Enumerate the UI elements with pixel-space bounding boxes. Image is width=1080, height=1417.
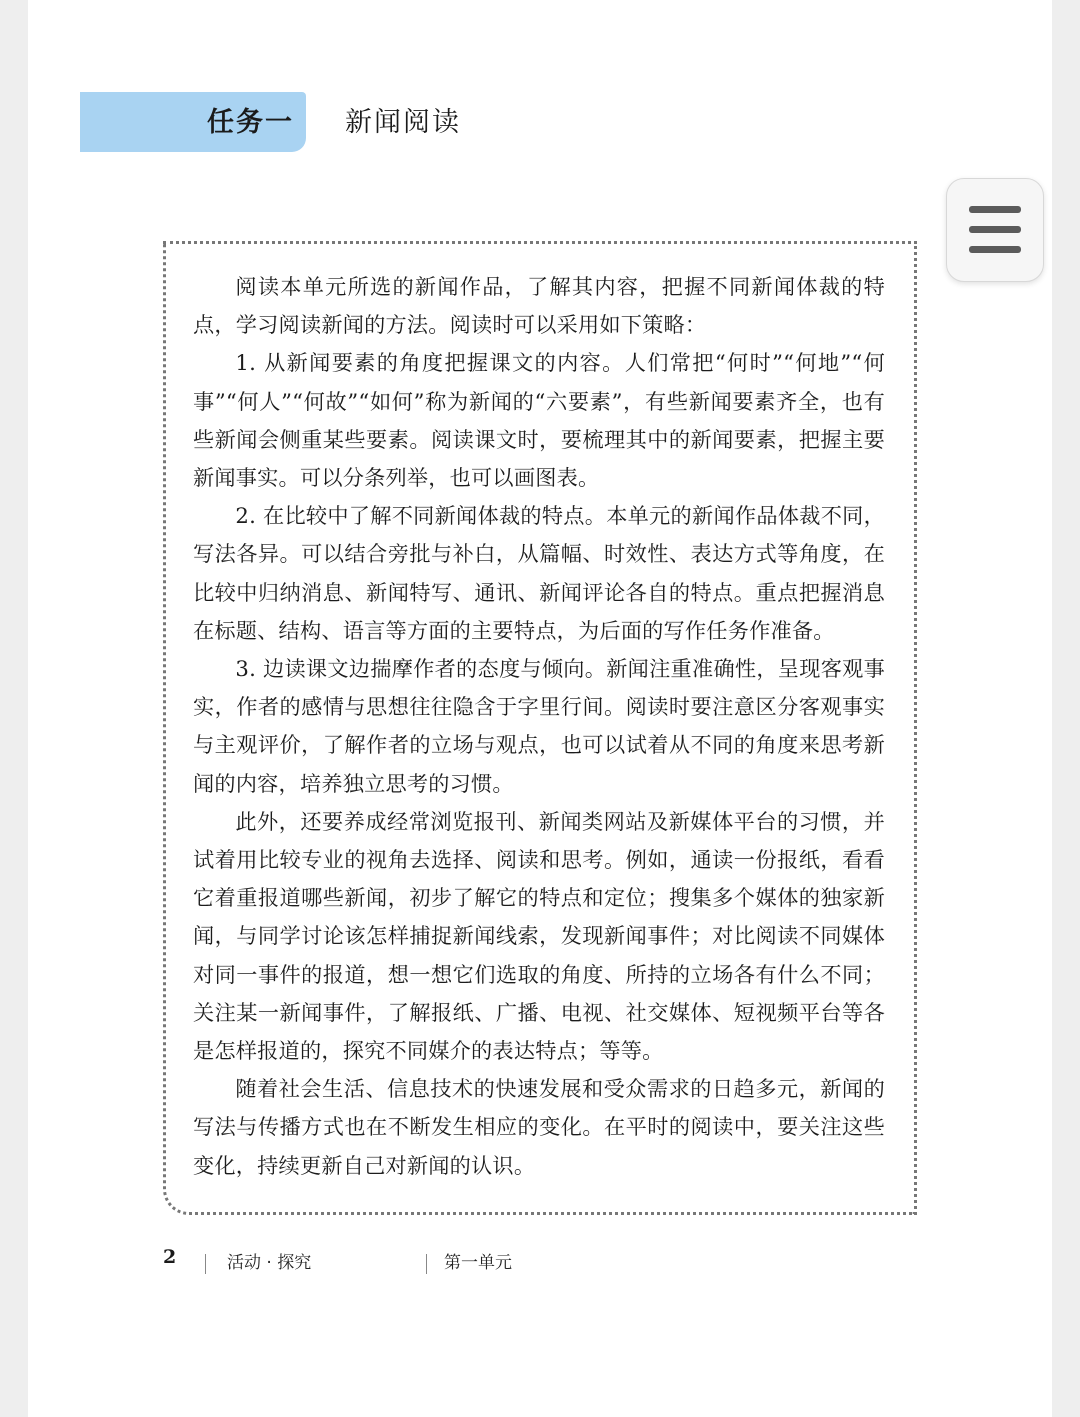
menu-button[interactable] — [946, 178, 1044, 282]
paragraph-strategy-3: 3. 边读课文边揣摩作者的态度与倾向。新闻注重准确性，呈现客观事实，作者的感情与思想往往隐含于字里行间。阅读时要注意区分客观事实与主观评价，了解作者的立场与观点，也可以试着从不同的角度来思考新闻的内容，培养独立思考的习惯。 — [193, 656, 885, 796]
footer-unit: 第一单元 — [444, 1253, 512, 1273]
content-text — [193, 268, 885, 1185]
footer-section: 活动 · 探究 — [227, 1253, 312, 1273]
menu-bar-top — [969, 206, 1021, 213]
footer-divider — [205, 1254, 206, 1274]
paragraph-strategy-1: 1. 从新闻要素的角度把握课文的内容。人们常把“何时”“何地”“何事”“何人”“何故”“如何”称为新闻的“六要素”，有些新闻要素齐全，也有些新闻会侧重某些要素。阅读课文时，要梳理其中的新闻要素，把握主要新闻事实。可以分条列举，也可以画图表。 — [193, 350, 885, 491]
task-title: 新闻阅读 — [345, 107, 461, 138]
paragraph-intro: 阅读本单元所选的新闻作品，了解其内容，把握不同新闻体裁的特点，学习阅读新闻的方法。阅读时可以采用如下策略： — [193, 274, 885, 338]
footer-divider — [426, 1254, 427, 1274]
paragraph-conclusion: 随着社会生活、信息技术的快速发展和受众需求的日趋多元，新闻的写法与传播方式也在不断发生相应的变化。在平时的阅读中，要关注这些变化，持续更新自己对新闻的认识。 — [193, 1076, 885, 1178]
paragraph-extra: 此外，还要养成经常浏览报刊、新闻类网站及新媒体平台的习惯，并试着用比较专业的视角去选择、阅读和思考。例如，通读一份报纸，看看它着重报道哪些新闻，初步了解它的特点和定位；搜集多个媒体的独家新闻，与同学讨论该怎样捕捉新闻线索，发现新闻事件；对比阅读不同媒体对同一事件的报道，想一想它们选取的角度、所持的立场各有什么不同；关注某一新闻事件，了解报纸、广播、电视、社交媒体、短视频平台等各是怎样报道的，探究不同媒介的表达特点；等等。 — [193, 808, 885, 1064]
paragraph-strategy-2: 2. 在比较中了解不同新闻体裁的特点。本单元的新闻作品体裁不同，写法各异。可以结合旁批与补白，从篇幅、时效性、表达方式等角度，在比较中归纳消息、新闻特写、通讯、新闻评论各自的特点。重点把握消息在标题、结构、语言等方面的主要特点，为后面的写作任务作准备。 — [193, 503, 885, 643]
menu-bar-bottom — [969, 246, 1021, 253]
menu-bar-middle — [969, 226, 1021, 233]
task-label: 任务一 — [207, 107, 294, 138]
page-number: 2 — [163, 1246, 177, 1268]
